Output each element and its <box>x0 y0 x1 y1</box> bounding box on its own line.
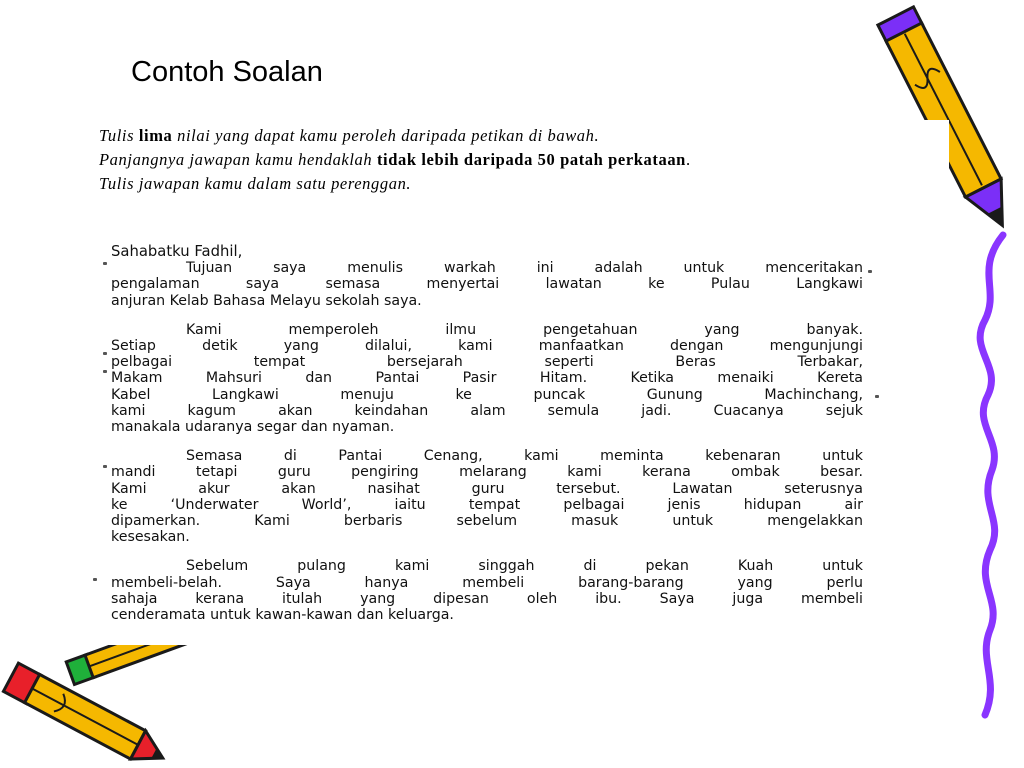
instruction-line-2: Panjangnya jawapan kamu hendaklah tidak lebih daripada 50 patah perkataan. <box>99 150 691 169</box>
letter-line: Kabel Langkawi menuju ke puncak Gunung Machinchang, <box>111 386 863 403</box>
letter-line: Setiap detik yang dilalui, kami manfaatkan dengan mengunjungi <box>111 338 863 355</box>
scan-speck <box>93 578 97 581</box>
letter-line: pengalaman saya semasa menyertai lawatan ke Pulau Langkawi <box>111 276 863 293</box>
letter-line: Sebelum pulang kami singgah di pekan Kuah untuk <box>186 558 863 575</box>
letter-line: kami kagum akan keindahan alam semula jadi. Cuacanya sejuk <box>111 402 863 419</box>
scan-speck <box>103 465 107 468</box>
instruction-line-3: Tulis jawapan kamu dalam satu perenggan. <box>99 174 412 193</box>
letter-line: kesesakan. <box>111 529 190 546</box>
scan-speck <box>103 262 107 265</box>
letter-line: Makam Mahsuri dan Pantai Pasir Hitam. Ketika menaiki Kereta <box>111 370 863 387</box>
slide-title: Contoh Soalan <box>131 56 323 88</box>
scan-speck <box>875 395 879 398</box>
letter-line: Kami akur akan nasihat guru tersebut. Lawatan seterusnya <box>111 480 863 497</box>
letter-line: cenderamata untuk kawan-kawan dan keluarga. <box>111 607 454 624</box>
letter-line: sahaja kerana itulah yang dipesan oleh ibu. Saya juga membeli <box>111 590 863 607</box>
letter-line: Kami memperoleh ilmu pengetahuan yang banyak. <box>186 321 863 338</box>
letter-line: dipamerkan. Kami berbaris sebelum masuk untuk mengelakkan <box>111 513 863 530</box>
letter-line: pelbagai tempat bersejarah seperti Beras Terbakar, <box>111 354 863 371</box>
letter-line: Semasa di Pantai Cenang, kami meminta kebenaran untuk <box>186 448 863 465</box>
scan-speck <box>103 370 107 373</box>
scan-speck <box>868 270 872 273</box>
scan-speck <box>103 352 107 355</box>
letter-line: manakala udaranya segar dan nyaman. <box>111 419 395 436</box>
letter-passage <box>111 244 863 623</box>
letter-line: mandi tetapi guru pengiring melarang kami kerana ombak besar. <box>111 464 863 481</box>
letter-line: anjuran Kelab Bahasa Melayu sekolah saya. <box>111 292 422 309</box>
letter-line: ke ‘Underwater World’, iaitu tempat pelbagai jenis hidupan air <box>111 496 863 513</box>
instruction-line-1: Tulis lima nilai yang dapat kamu peroleh daripada petikan di bawah. <box>99 126 600 145</box>
letter-line: membeli-belah. Saya hanya membeli barang-barang yang perlu <box>111 574 863 591</box>
question-instructions <box>99 124 929 196</box>
letter-line: Tujuan saya menulis warkah ini adalah untuk menceritakan <box>186 260 863 277</box>
letter-greeting: Sahabatku Fadhil, <box>111 243 243 260</box>
